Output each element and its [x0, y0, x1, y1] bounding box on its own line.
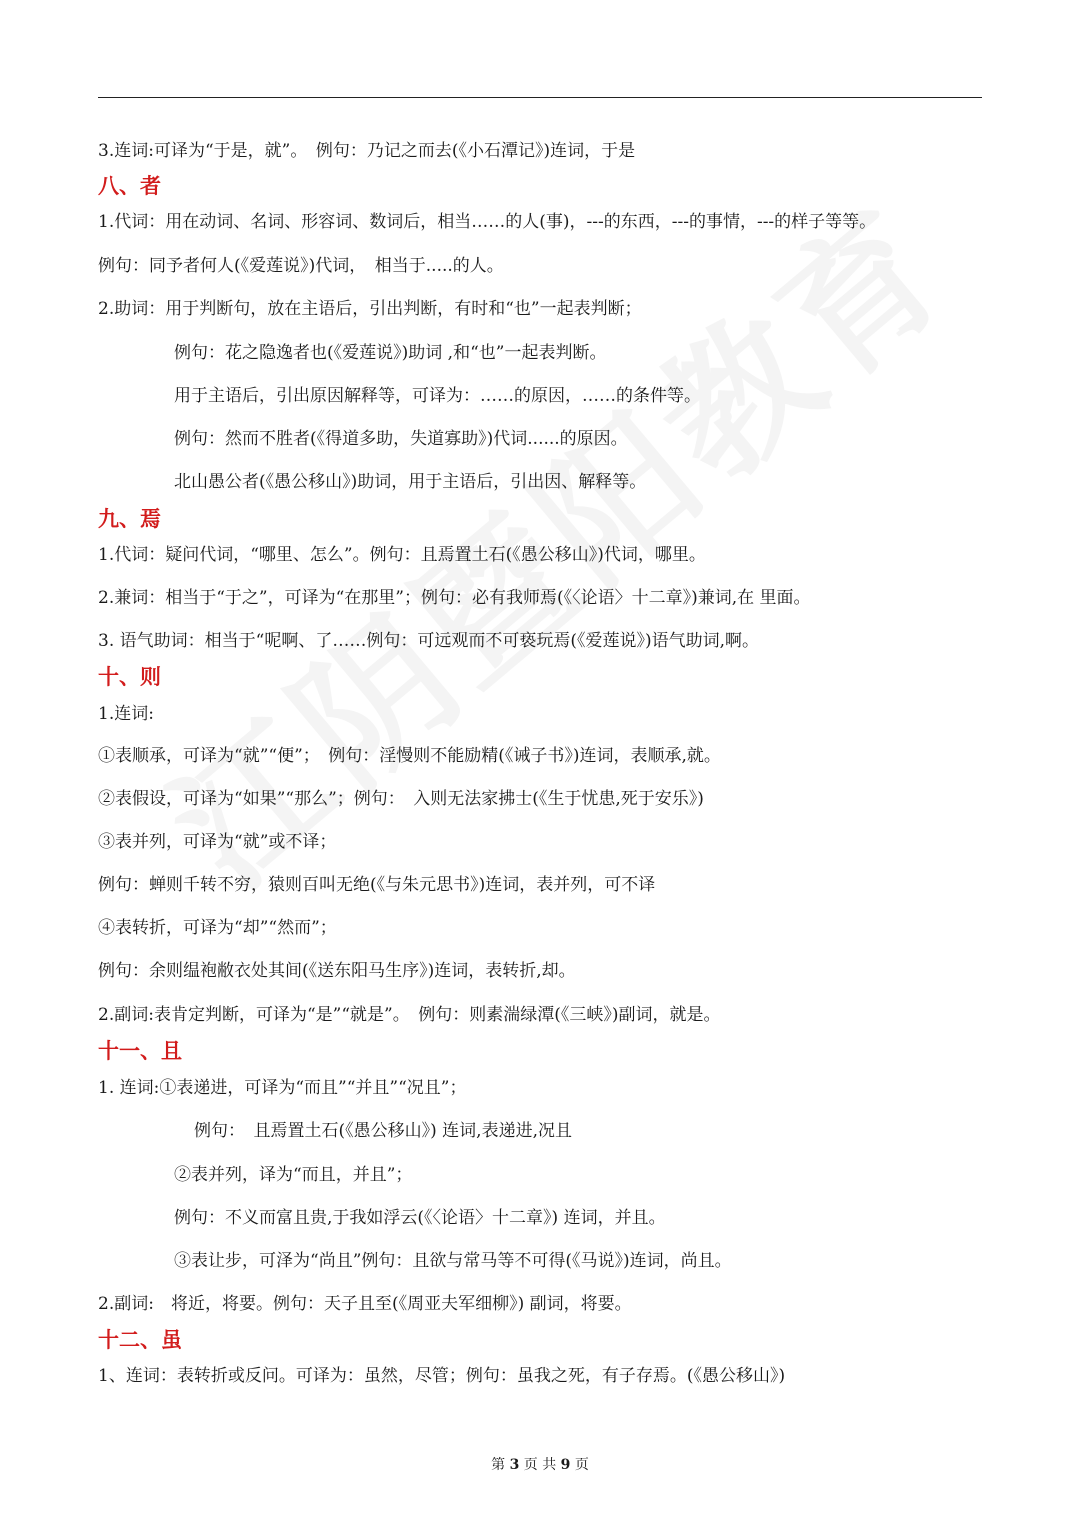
- text-line: 例句：蝉则千转不穷，猿则百叫无绝(《与朱元思书》)连词，表并列，可不译: [98, 875, 656, 895]
- header-rule: [98, 97, 982, 98]
- text-line: 1.连词:: [98, 704, 154, 724]
- text-line: 例句：然而不胜者(《得道多助，失道寡助》)代词......的原因。: [174, 429, 628, 449]
- text-line: ②表假设，可译为“如果”“那么”；例句： 入则无法家拂士(《生于忧患,死于安乐》): [98, 789, 704, 809]
- text-line: 2.助词：用于判断句，放在主语后，引出判断，有时和“也”一起表判断；: [98, 299, 642, 319]
- section-heading: 八、者: [98, 173, 161, 198]
- footer-prefix: 第: [491, 1457, 506, 1473]
- text-line: 例句：花之隐逸者也(《爱莲说》)助词 ,和“也”一起表判断。: [174, 343, 607, 363]
- text-line: 例句：不义而富且贵,于我如浮云(《〈论语〉十二章》) 连词，并且。: [174, 1208, 666, 1228]
- text-line: 2.兼词：相当于“于之”，可译为“在那里”；例句：必有我师焉(《〈论语〉十二章》)兼词,在 里面。: [98, 588, 811, 608]
- text-line: ③表让步，可泽为“尚且”例句：且欲与常马等不可得(《马说》)连词，尚且。: [174, 1251, 732, 1271]
- text-line: 1、连词：表转折或反问。可译为：虽然，尽管；例句：虽我之死，有子存焉。(《愚公移山》): [98, 1366, 786, 1386]
- text-line: 3.连词:可译为“于是，就”。 例句：乃记之而去(《小石潭记》)连词，于是: [98, 141, 636, 161]
- text-line: 3. 语气助词：相当于“呢啊、了……例句：可远观而不可亵玩焉(《爱莲说》)语气助词,啊。: [98, 631, 759, 651]
- text-line: 2.副词:表肯定判断，可译为“是”“就是”。 例句：则素湍绿潭(《三峡》)副词，就是。: [98, 1005, 721, 1025]
- text-line: ①表顺承，可译为“就”“便”； 例句：淫慢则不能励精(《诫子书》)连词，表顺承,就。: [98, 746, 721, 766]
- footer-total-pages: 9: [560, 1457, 571, 1473]
- section-heading: 十二、虽: [98, 1327, 182, 1352]
- footer-page-number: 3: [509, 1457, 520, 1473]
- section-heading: 十一、且: [98, 1038, 182, 1063]
- section-heading: 十、则: [98, 664, 161, 689]
- text-line: 例句：余则缊袍敝衣处其间(《送东阳马生序》)连词，表转折,却。: [98, 961, 576, 981]
- text-line: 1.代词：疑问代词，“哪里、怎么”。例句：且焉置土石(《愚公移山》)代词，哪里。: [98, 545, 706, 565]
- text-line: 1. 连词:①表递进，可译为“而且”“并且”“况且”；: [98, 1078, 467, 1098]
- page-footer: [0, 1453, 1080, 1477]
- text-line: 1.代词：用在动词、名词、形容词、数词后，相当……的人(事)，---的东西，---的事情，---的样子等等。: [98, 212, 877, 232]
- text-line: 例句：同予者何人(《爱莲说》)代词， 相当于.....的人。: [98, 256, 504, 276]
- text-line: 北山愚公者(《愚公移山》)助词，用于主语后，引出因、解释等。: [174, 472, 647, 492]
- footer-middle: 页 共: [523, 1457, 557, 1473]
- text-line: 例句： 且焉置土石(《愚公移山》) 连词,表递进,况且: [194, 1121, 572, 1141]
- text-line: ③表并列，可译为“就”或不译；: [98, 832, 337, 852]
- text-line: ②表并列，译为“而且，并且”；: [174, 1165, 413, 1185]
- section-heading: 九、焉: [98, 506, 161, 531]
- text-line: 用于主语后，引出原因解释等，可译为：……的原因，……的条件等。: [174, 386, 701, 406]
- footer-suffix: 页: [574, 1457, 589, 1473]
- text-line: ④表转折，可译为“却”“然而”；: [98, 918, 337, 938]
- text-line: 2.副词: 将近，将要。例句：天子且至(《周亚夫军细柳》) 副词，将要。: [98, 1294, 632, 1314]
